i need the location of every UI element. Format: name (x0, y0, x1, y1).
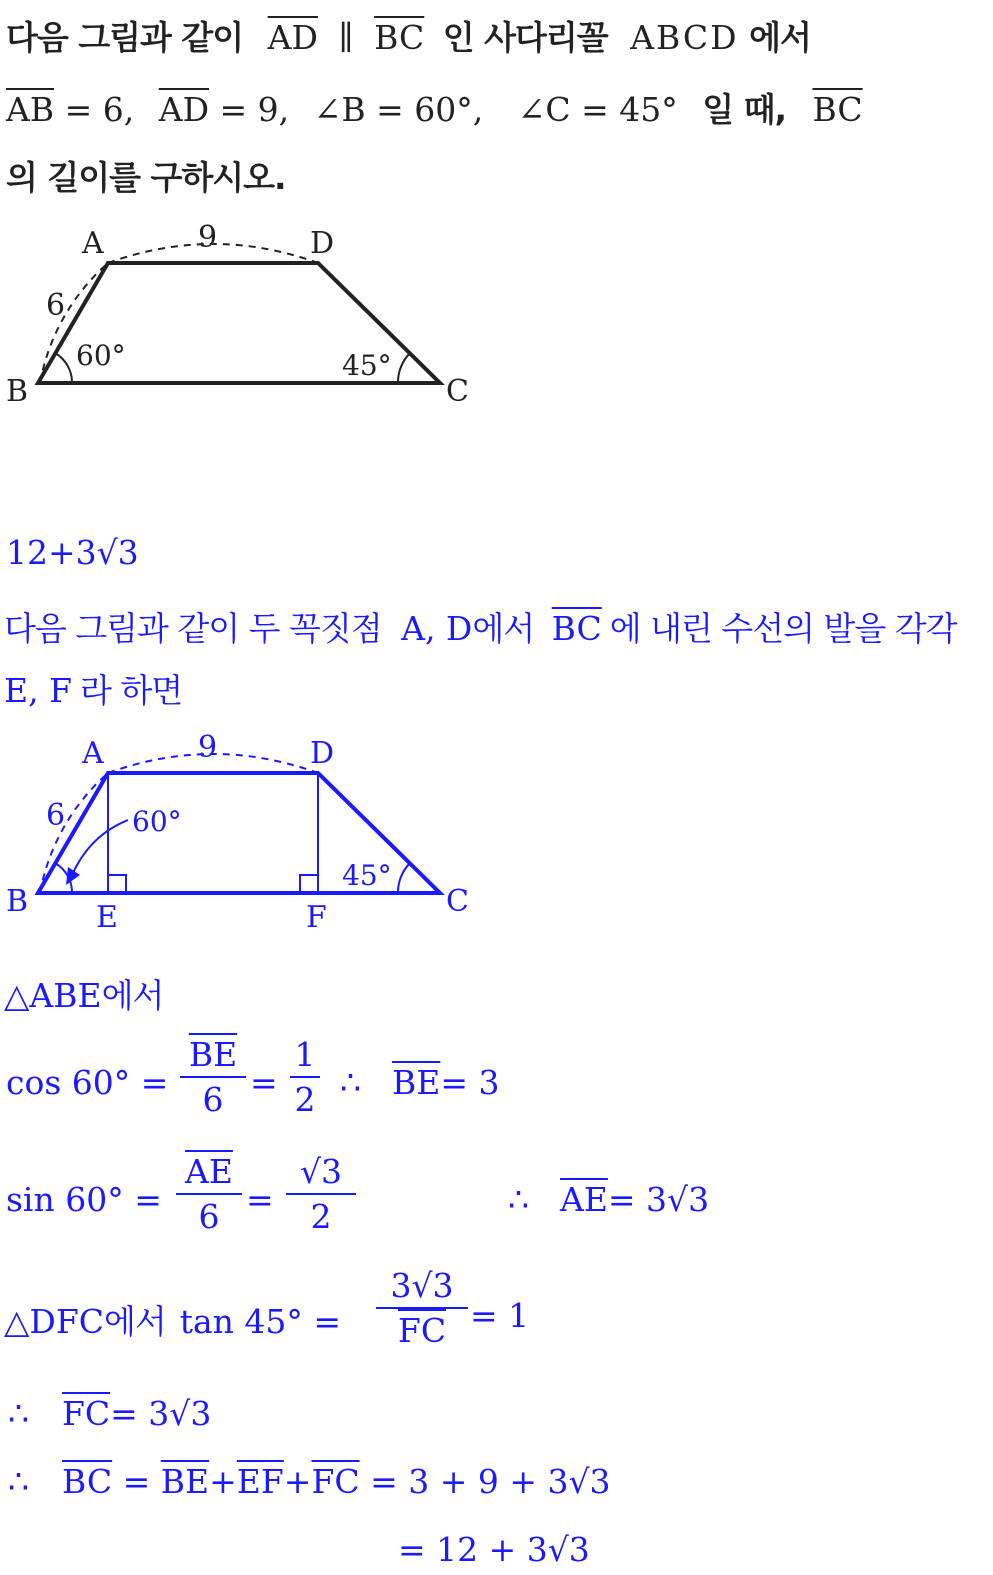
fraction-ae-over-6 (176, 1152, 242, 1236)
final-result: = 12 + 3√3 (398, 1530, 590, 1569)
segment-bc: $\overline{BC}$ (812, 90, 863, 129)
sum-result: = 3 + 9 + 3√3 (370, 1462, 611, 1501)
solution-text: 라 하면 (79, 671, 183, 710)
solution-text: 다음 그림과 같이 두 꼭짓점 (4, 609, 382, 648)
segment-ae: $\overline{AE}$ (560, 1180, 608, 1219)
fraction-bar (176, 1193, 242, 1195)
angle-c-value: ∠C = 45° (517, 90, 678, 129)
denominator-6: 6 (202, 1080, 224, 1119)
fraction-one-half (290, 1035, 320, 1119)
numerator-be: $\overline{BE}$ (188, 1035, 238, 1074)
denominator-2: 2 (310, 1197, 332, 1236)
fc-result: = 3√3 (110, 1394, 212, 1433)
label-a: A (82, 226, 104, 261)
numerator-root3: √3 (299, 1152, 343, 1191)
equals: = (122, 1462, 151, 1501)
angle-c-label: 45° (342, 859, 392, 892)
angle-b-value: ∠B = 60°, (313, 90, 484, 129)
fraction-root3-over-2 (286, 1152, 356, 1236)
points-ad: A, D (401, 609, 473, 648)
label-b: B (6, 884, 29, 919)
be-result: = 3 (440, 1063, 500, 1102)
side-ad-length: 9 (198, 220, 218, 255)
fraction-bar (180, 1076, 246, 1078)
right-angle-e (108, 875, 126, 893)
plus: + (209, 1462, 237, 1501)
numerator-1: 1 (294, 1035, 316, 1074)
denominator-fc: FC (397, 1311, 447, 1350)
side-ab-length: 6 (46, 798, 66, 833)
solution-text: 에서 (103, 1302, 166, 1341)
angle-b-arc (55, 353, 72, 383)
angle-c-arc (398, 863, 410, 893)
fraction-bar (376, 1307, 468, 1309)
numerator-3root3: 3√3 (390, 1266, 454, 1305)
problem-text: 인 사다리꼴 (442, 18, 608, 57)
cos-lhs: cos 60° = (6, 1063, 169, 1102)
problem-text: 에서 (749, 18, 811, 57)
equals: = (250, 1063, 278, 1102)
therefore-symbol: ∴ (340, 1063, 361, 1102)
label-f: F (306, 900, 327, 935)
label-c: C (446, 374, 469, 409)
points-ef: E, F (4, 671, 72, 710)
label-a: A (82, 736, 104, 771)
label-d: D (310, 226, 335, 261)
therefore-symbol: ∴ (8, 1394, 29, 1433)
problem-line-2 (6, 84, 863, 131)
segment-ad: $\overline{AD}$ (267, 18, 318, 57)
fc-result-line (62, 1394, 211, 1433)
ab-value: = 6, (64, 90, 135, 129)
therefore-symbol: ∴ (508, 1180, 529, 1219)
right-angle-f (300, 875, 318, 893)
segment-fc: $\overline{FC}$ (311, 1462, 360, 1501)
ae-result: = 3√3 (607, 1180, 710, 1219)
solution-line-1 (4, 603, 957, 650)
segment-ad: $\overline{AD}$ (158, 90, 210, 129)
arrow-head (66, 867, 80, 885)
ad-value: = 9, (219, 90, 290, 129)
parallel-symbol: ∥ (338, 18, 354, 57)
triangle-abe: △ABE (4, 976, 102, 1015)
solution-line-2 (4, 665, 182, 712)
angle-c-arc (398, 353, 410, 383)
fraction-bar (290, 1076, 320, 1078)
angle-b-label: 60° (76, 339, 126, 372)
denominator-6: 6 (198, 1197, 220, 1236)
segment-bc: $\overline{BC}$ (62, 1462, 113, 1501)
equals: = (246, 1180, 274, 1219)
answer: 12+3√3 (6, 533, 139, 572)
trapezoid-figure (0, 215, 480, 415)
segment-fc: $\overline{FC}$ (62, 1394, 111, 1433)
sin-lhs: sin 60° = (6, 1180, 162, 1219)
angle-c-label: 45° (342, 349, 392, 382)
triangle-dfc-heading (4, 1296, 341, 1343)
problem-text: 일 때, (702, 90, 786, 129)
triangle-abe-heading (4, 970, 163, 1017)
segment-bc: $\overline{BC}$ (374, 18, 425, 57)
numerator-ae: $\overline{AE}$ (185, 1152, 233, 1191)
segment-be: $\overline{BE}$ (160, 1462, 210, 1501)
angle-b-label: 60° (132, 805, 182, 838)
solution-text: 에서 (472, 609, 535, 648)
plus: + (283, 1462, 312, 1501)
trapezoid-figure-with-perpendiculars (0, 725, 480, 940)
segment-ab: $\overline{AB}$ (6, 90, 55, 129)
problem-text: 다음 그림과 같이 (6, 18, 244, 57)
pointer-arrow (72, 820, 128, 875)
fraction-be-over-6 (180, 1035, 246, 1119)
label-c: C (446, 884, 469, 919)
therefore-symbol: ∴ (8, 1462, 29, 1501)
label-e: E (96, 900, 118, 935)
side-ab-length: 6 (46, 288, 66, 323)
segment-be: $\overline{BE}$ (392, 1063, 441, 1102)
tan-lhs: tan 45° = (179, 1302, 342, 1341)
denominator-2: 2 (294, 1080, 316, 1119)
ae-result-line (560, 1180, 709, 1219)
side-ad-length: 9 (198, 730, 218, 765)
problem-line-3: 의 길이를 구하시오. (6, 158, 286, 197)
shape-name: ABCD (630, 18, 739, 57)
solution-text: 에서 (101, 976, 164, 1015)
be-result-line (392, 1063, 499, 1102)
segment-bc: $\overline{BC}$ (551, 609, 602, 648)
fraction-3root3-over-fc (376, 1266, 468, 1350)
fraction-bar (286, 1193, 356, 1195)
triangle-dfc: △DFC (4, 1302, 104, 1341)
segment-ef: $\overline{EF}$ (236, 1462, 284, 1501)
bc-sum-line (62, 1462, 611, 1501)
tan-result: = 1 (470, 1296, 530, 1335)
solution-text: 에 내린 수선의 발을 각각 (609, 609, 957, 648)
label-b: B (6, 374, 29, 409)
label-d: D (310, 736, 335, 771)
problem-line-1 (6, 12, 811, 59)
